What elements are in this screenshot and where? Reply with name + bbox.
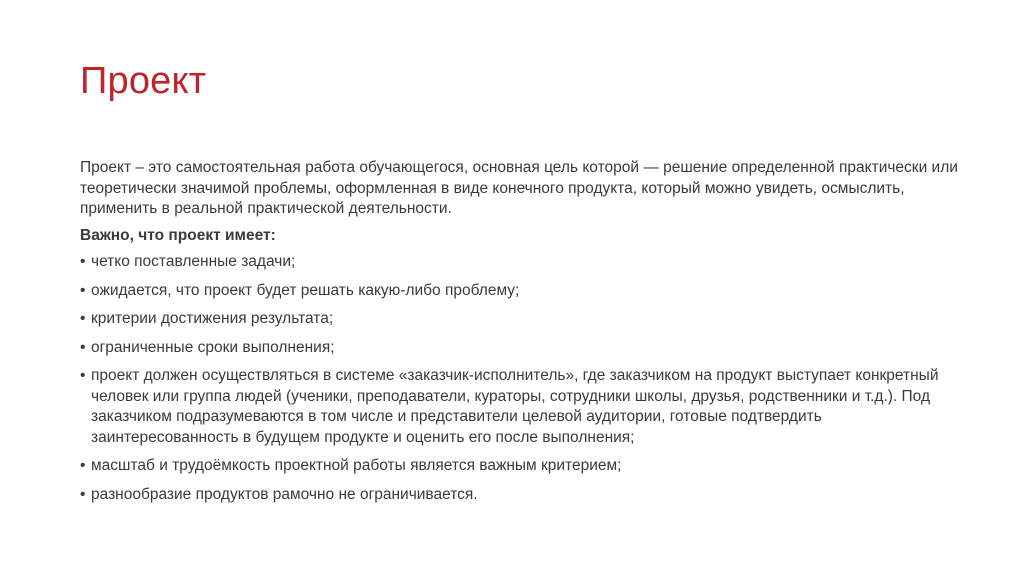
bullet-list: [80, 252, 960, 505]
list-item: [80, 366, 960, 448]
bullet-icon: •: [80, 457, 86, 474]
subheading: Важно, что проект имеет:: [80, 226, 276, 244]
list-item-text: проект должен осуществляться в системе «заказчик-исполнитель», где заказчиком на продукт выступает конкретный человек или группа людей (ученики, преподаватели, кураторы, сотрудники школы, друзья, родственники и т.д.). Под заказчиком подразумеваются в том числе и представители целевой аудитории, готовые подтвердить заинтересованность в будущем продукте и оценить его после выполнения;: [91, 367, 939, 446]
list-item-text: ограниченные сроки выполнения;: [91, 338, 335, 356]
list-item-text: четко поставленные задачи;: [91, 253, 296, 270]
bullet-icon: •: [80, 338, 86, 356]
list-item: [80, 456, 960, 477]
slide-title: Проект: [80, 60, 207, 102]
list-item-text: разнообразие продуктов рамочно не ограничивается.: [91, 485, 478, 503]
bullet-icon: •: [80, 281, 86, 299]
list-item: [80, 252, 960, 273]
list-item: [80, 281, 960, 302]
list-item: [80, 485, 960, 506]
bullet-icon: •: [80, 253, 86, 270]
list-item: [80, 309, 960, 330]
list-item-text: масштаб и трудоёмкость проектной работы является важным критерием;: [91, 457, 622, 474]
bullet-icon: •: [80, 367, 86, 384]
intro-paragraph: Проект – это самостоятельная работа обучающегося, основная цель которой — решение определенной практически или теоретически значимой проблемы, оформленная в виде конечного продукта, который можно увидеть, осмыслить, применить в реальной практической деятельности.: [80, 159, 958, 217]
bullet-icon: •: [80, 485, 86, 503]
list-item-text: критерии достижения результата;: [91, 310, 334, 327]
slide-content: [80, 158, 960, 513]
bullet-icon: •: [80, 310, 86, 327]
list-item-text: ожидается, что проект будет решать какую-либо проблему;: [91, 281, 520, 299]
list-item: [80, 338, 960, 359]
